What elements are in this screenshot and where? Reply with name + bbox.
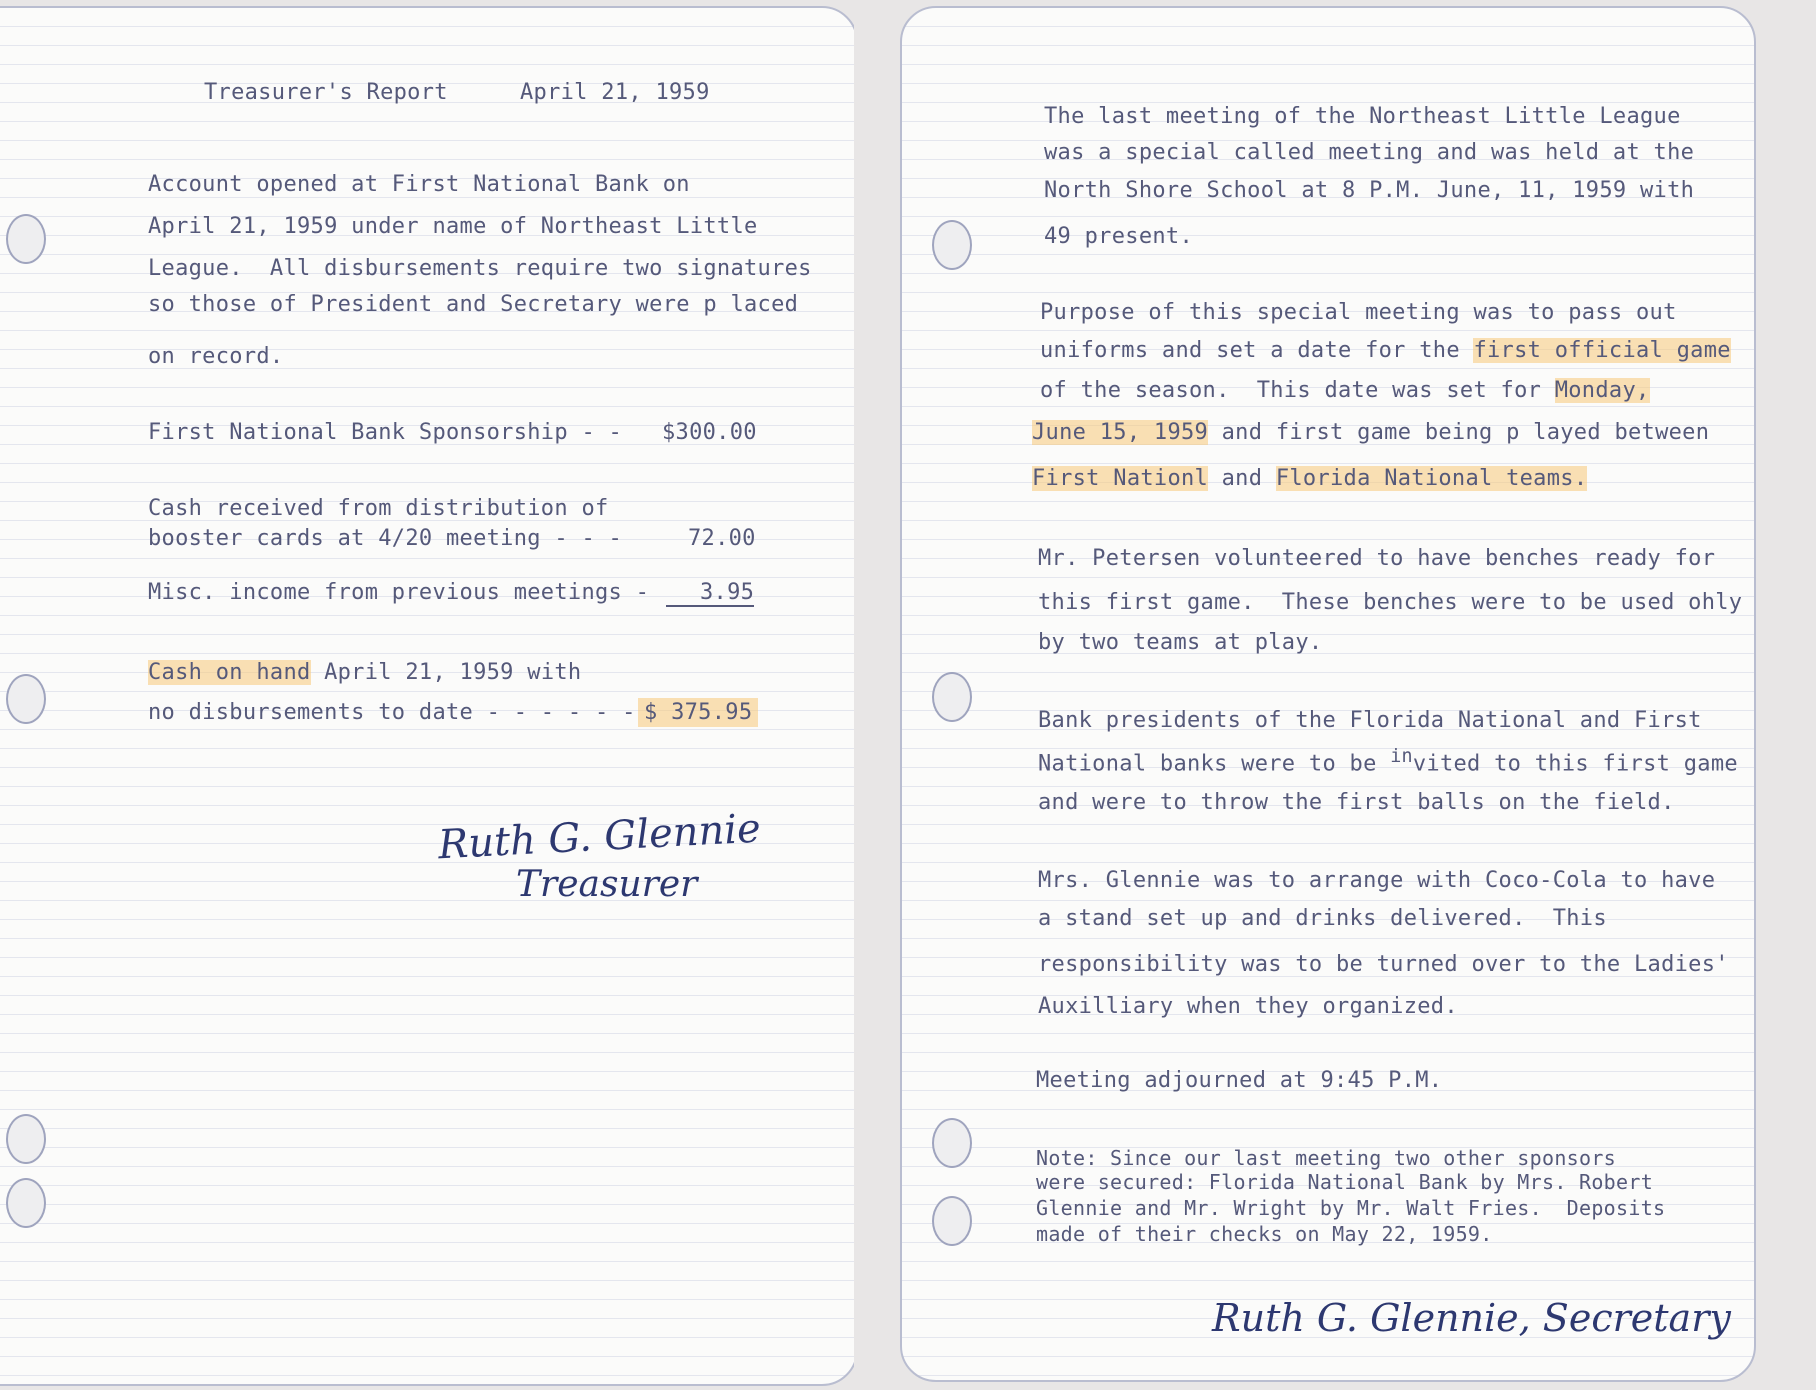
para1-line: The last meeting of the Northeast Little League [1044, 104, 1681, 129]
cash-cards-line: Cash received from distribution of [148, 496, 609, 521]
binder-hole [932, 1196, 972, 1246]
para4-line [1038, 746, 1738, 776]
para5-line: responsibility was to be turned over to the Ladies' [1038, 952, 1729, 977]
disbursement-label: no disbursements to date - - - - - - [148, 700, 636, 725]
binder-hole [932, 672, 972, 722]
cash-on-hand-date: April 21, 1959 with [310, 660, 582, 685]
binder-hole [932, 220, 972, 270]
misc-income-amount: 3.95 [666, 580, 754, 607]
note-line: Note: Since our last meeting two other sponsors [1036, 1146, 1617, 1170]
para2-text: of the season. This date was set for [1040, 378, 1555, 403]
para1-line: was a special called meeting and was held at the [1044, 140, 1695, 165]
para1-line: 49 present. [1044, 224, 1193, 249]
page-gap [854, 0, 900, 1390]
misc-income-label: Misc. income from previous meetings - [148, 580, 650, 605]
binder-hole [932, 1118, 972, 1168]
report-title: Treasurer's Report [204, 80, 448, 105]
cash-cards-line: booster cards at 4/20 meeting - - - [148, 526, 623, 551]
right-page [900, 6, 1756, 1382]
sponsorship-label: First National Bank Sponsorship - - [148, 420, 623, 445]
adjourned-line: Meeting adjourned at 9:45 P.M. [1036, 1068, 1443, 1093]
highlight-game-date: June 15, 1959 [1032, 420, 1209, 445]
secretary-signature: Ruth G. Glennie, Secretary [1212, 1296, 1731, 1340]
binder-hole [6, 214, 46, 264]
para5-line: Auxilliary when they organized. [1038, 994, 1458, 1019]
note-line: Glennie and Mr. Wright by Mr. Walt Fries. Deposits [1036, 1196, 1666, 1220]
para4-text: vited to this first game [1412, 751, 1738, 777]
para3-line: this first game. These benches were to be used ohly [1038, 590, 1743, 615]
left-page [0, 6, 858, 1386]
note-line: made of their checks on May 22, 1959. [1036, 1222, 1493, 1246]
para1-line: North Shore School at 8 P.M. June, 11, 1959 with [1044, 178, 1695, 203]
para2-text: uniforms and set a date for the [1040, 338, 1474, 363]
para2-line [1032, 420, 1709, 445]
highlight-florida-national: Florida National teams. [1275, 466, 1588, 491]
para4-text: National banks were to be [1038, 751, 1391, 777]
cash-on-hand-line [148, 660, 581, 685]
highlight-monday: Monday, [1554, 378, 1650, 403]
binder-hole [6, 1114, 46, 1164]
para2-line [1040, 378, 1650, 403]
paragraph-line: so those of President and Secretary were p laced [148, 292, 799, 317]
sponsorship-amount: $300.00 [662, 420, 757, 445]
para4-superscript: in [1390, 746, 1413, 767]
cash-on-hand-highlight: Cash on hand [148, 660, 311, 685]
para2-text: and first game being p layed between [1208, 420, 1710, 445]
para2-line [1040, 338, 1731, 363]
para4-line: and were to throw the first balls on the field. [1038, 790, 1675, 815]
paragraph-line: on record. [148, 344, 284, 369]
highlight-first-national: First Nationl [1032, 466, 1209, 491]
binder-hole [6, 674, 46, 724]
paragraph-line: April 21, 1959 under name of Northeast Little [148, 214, 758, 239]
para5-line: a stand set up and drinks delivered. This [1038, 906, 1607, 931]
para4-line: Bank presidents of the Florida National and First [1038, 708, 1702, 733]
highlight-first-official-game: first official game [1473, 338, 1731, 363]
total-amount: $ 375.95 [638, 698, 758, 727]
paragraph-line: League. All disbursements require two signatures [148, 256, 812, 281]
para2-line [1032, 466, 1587, 491]
report-date: April 21, 1959 [520, 80, 710, 105]
treasurer-signature: Ruth G. Glennie [437, 805, 762, 869]
para2-line: Purpose of this special meeting was to pass out [1040, 300, 1677, 325]
para2-text: and [1208, 466, 1276, 491]
para5-line: Mrs. Glennie was to arrange with Coco-Cola to have [1038, 868, 1716, 893]
treasurer-title: Treasurer [516, 864, 698, 905]
para3-line: by two teams at play. [1038, 630, 1323, 655]
binder-hole [6, 1178, 46, 1228]
paragraph-line: Account opened at First National Bank on [148, 172, 690, 197]
cash-cards-amount: 72.00 [688, 526, 756, 551]
para3-line: Mr. Petersen volunteered to have benches ready for [1038, 546, 1716, 571]
note-line: were secured: Florida National Bank by Mrs. Robert [1036, 1170, 1654, 1194]
